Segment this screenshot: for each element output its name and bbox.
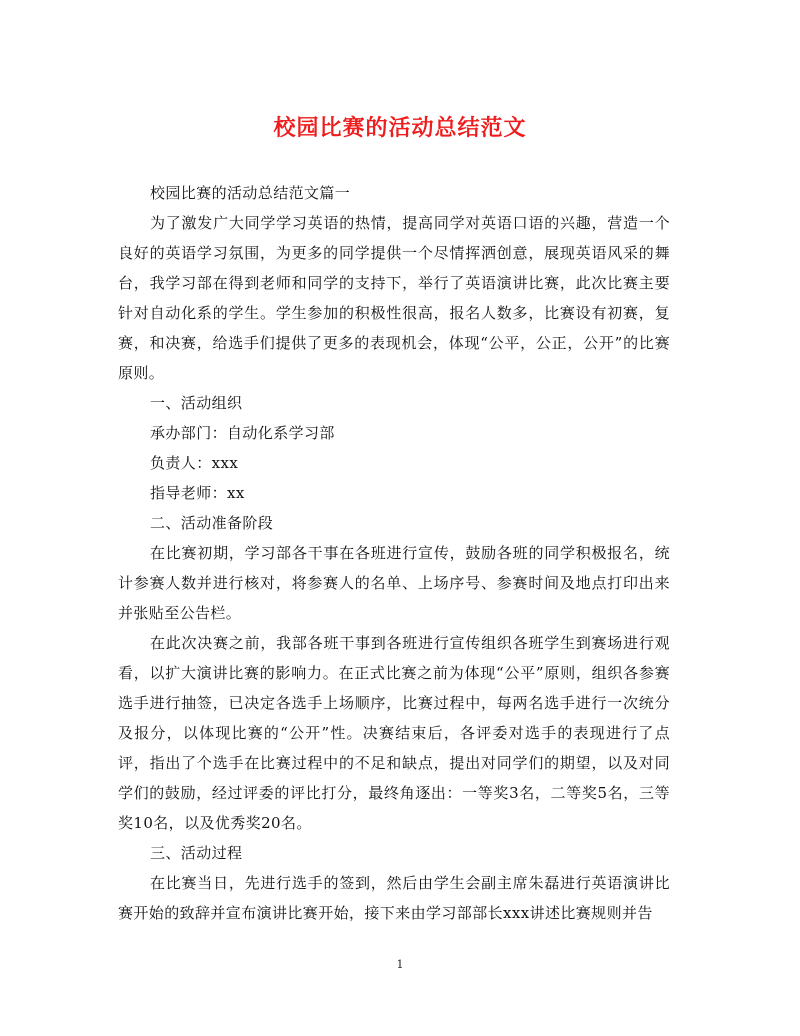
page-number: 1 [396, 958, 404, 971]
section-heading: 一、活动组织 [150, 394, 243, 412]
info-line: 负责人：xxx [150, 454, 239, 472]
section-heading: 三、活动过程 [150, 844, 243, 862]
body-paragraph: 在此次决赛之前，我部各班干事到各班进行宣传组织各班学生到赛场进行观看，以扩大演讲比赛的影响力。在正式比赛之前为体现“公平”原则，组织各参赛选手进行抽签，已决定各选手上场顺序，比赛过程中，每两名选手进行一次统分及报分，以体现比赛的“公开”性。决赛结束后，各评委对选手的表现进行了点评，指出了个选手在比赛过程中的不足和缺点，提出对同学们的期望，以及对同学们的鼓励，经过评委的评比打分，最终角逐出：一等奖3名，二等奖5名，三等奖10名，以及优秀奖20名。 [118, 634, 670, 832]
body-paragraph: 为了激发广大同学学习英语的热情，提高同学对英语口语的兴趣，营造一个良好的英语学习氛围，为更多的同学提供一个尽情挥洒创意，展现英语风采的舞台，我学习部在得到老师和同学的支持下，举行了英语演讲比赛，此次比赛主要针对自动化系的学生。学生参加的积极性很高，报名人数多，比赛设有初赛，复赛，和决赛，给选手们提供了更多的表现机会，体现“公平，公正，公开”的比赛原则。 [118, 214, 670, 382]
info-line: 指导老师：xx [150, 484, 245, 502]
body-paragraph: 在比赛初期，学习部各干事在各班进行宣传，鼓励各班的同学积极报名，统计参赛人数并进行核对，将参赛人的名单、上场序号、参赛时间及地点打印出来并张贴至公告栏。 [118, 544, 670, 622]
section-heading: 二、活动准备阶段 [150, 514, 274, 532]
document-body [118, 178, 670, 928]
body-paragraph: 在比赛当日，先进行选手的签到，然后由学生会副主席朱磊进行英语演讲比赛开始的致辞并宣布演讲比赛开始，接下来由学习部部长xxx讲述比赛规则并告 [118, 874, 670, 922]
info-line: 承办部门：自动化系学习部 [150, 424, 335, 442]
document-title: 校园比赛的活动总结范文 [273, 115, 527, 141]
section-subtitle: 校园比赛的活动总结范文篇一 [150, 184, 351, 202]
